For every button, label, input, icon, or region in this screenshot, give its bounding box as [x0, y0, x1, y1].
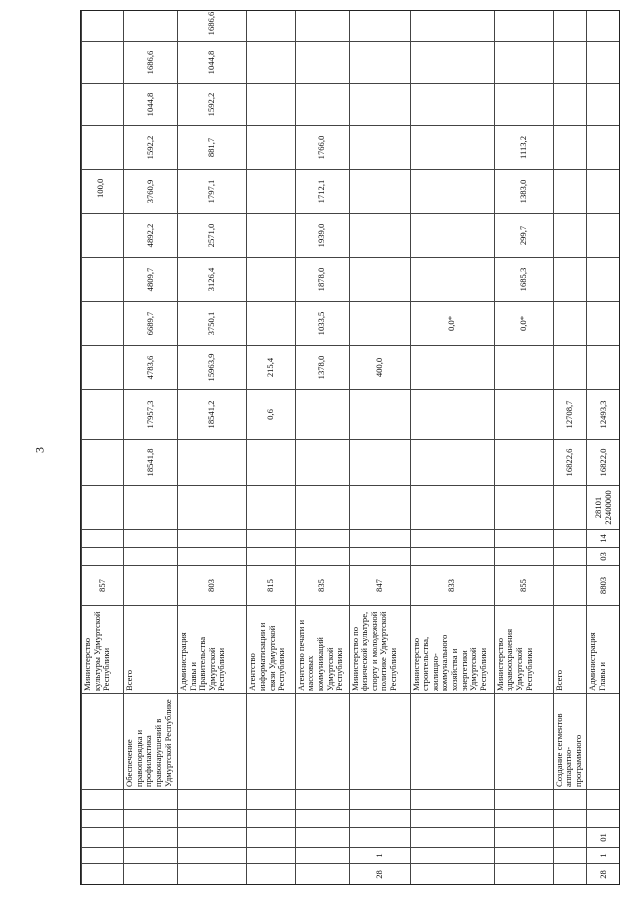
budget-table — [81, 10, 620, 885]
table-cell: Министерство культуры Удмуртской Республики — [82, 606, 124, 694]
table-cell — [553, 864, 587, 886]
table-cell — [295, 848, 349, 864]
table-cell: 0,6 — [247, 390, 295, 440]
table-cell — [82, 42, 124, 84]
table-cell — [295, 42, 349, 84]
table-cell — [553, 346, 587, 390]
table-row — [494, 10, 553, 885]
table-cell: 18541,8 — [124, 440, 178, 486]
table-cell — [124, 848, 178, 864]
table-cell: 16822,0 — [587, 440, 620, 486]
table-cell — [494, 810, 553, 828]
table-cell — [494, 530, 553, 548]
table-cell — [295, 440, 349, 486]
table-cell — [247, 694, 295, 790]
table-cell: 17957,3 — [124, 390, 178, 440]
table-cell: 1378,0 — [295, 346, 349, 390]
table-cell — [410, 828, 494, 848]
table-cell — [587, 346, 620, 390]
table-cell: 1712,1 — [295, 170, 349, 214]
table-cell: 0,0* — [494, 302, 553, 346]
table-cell — [410, 548, 494, 566]
table-cell — [247, 810, 295, 828]
table-cell — [247, 848, 295, 864]
table-cell — [295, 10, 349, 42]
table-cell — [177, 548, 246, 566]
table-cell — [349, 440, 410, 486]
table-cell: 4892,2 — [124, 214, 178, 258]
table-cell — [494, 864, 553, 886]
table-cell: 1044,8 — [177, 42, 246, 84]
table-cell — [410, 42, 494, 84]
table-cell — [124, 790, 178, 810]
table-cell — [553, 530, 587, 548]
table-cell: 1 — [587, 848, 620, 864]
table-cell — [177, 864, 246, 886]
table-cell — [494, 828, 553, 848]
table-cell: 855 — [494, 566, 553, 606]
table-cell — [295, 486, 349, 530]
table-cell: 2571,0 — [177, 214, 246, 258]
table-cell — [553, 790, 587, 810]
table-cell — [553, 566, 587, 606]
table-cell — [410, 810, 494, 828]
table-cell — [349, 486, 410, 530]
table-cell — [553, 828, 587, 848]
table-cell — [410, 530, 494, 548]
table-cell: 12493,3 — [587, 390, 620, 440]
table-cell — [247, 828, 295, 848]
rotated-table-container — [81, 11, 620, 885]
table-cell: 835 — [295, 566, 349, 606]
table-cell — [349, 170, 410, 214]
table-cell: 12708,7 — [553, 390, 587, 440]
table-cell — [82, 440, 124, 486]
table-cell: 16822,6 — [553, 440, 587, 486]
table-cell — [494, 390, 553, 440]
table-cell — [82, 390, 124, 440]
table-cell: 1044,8 — [124, 84, 178, 126]
table-cell — [349, 548, 410, 566]
table-cell: 0,0* — [410, 302, 494, 346]
table-cell — [82, 694, 124, 790]
table-cell — [349, 126, 410, 170]
table-cell — [247, 126, 295, 170]
table-cell — [295, 828, 349, 848]
table-cell — [494, 440, 553, 486]
table-row — [82, 10, 124, 885]
table-cell — [587, 694, 620, 790]
table-cell — [349, 258, 410, 302]
table-cell: 15963,9 — [177, 346, 246, 390]
table-cell: 833 — [410, 566, 494, 606]
table-cell: Агентство информатизации и связи Удмуртской Республики — [247, 606, 295, 694]
table-cell — [410, 390, 494, 440]
table-cell — [177, 530, 246, 548]
table-cell — [82, 214, 124, 258]
table-cell: 4783,6 — [124, 346, 178, 390]
table-cell — [82, 530, 124, 548]
table-cell — [82, 848, 124, 864]
table-cell — [82, 302, 124, 346]
table-cell: 1878,0 — [295, 258, 349, 302]
table-cell: 3760,9 — [124, 170, 178, 214]
table-cell — [247, 486, 295, 530]
table-row — [247, 10, 295, 885]
table-cell — [82, 828, 124, 848]
table-cell — [82, 486, 124, 530]
table-cell: 299,7 — [494, 214, 553, 258]
table-cell — [494, 42, 553, 84]
table-cell — [587, 42, 620, 84]
table-cell — [124, 864, 178, 886]
table-cell — [82, 126, 124, 170]
table-cell — [247, 302, 295, 346]
table-cell: 215,4 — [247, 346, 295, 390]
table-cell — [410, 10, 494, 42]
table-cell — [494, 694, 553, 790]
table-cell: 1113,2 — [494, 126, 553, 170]
table-cell — [410, 214, 494, 258]
table-cell — [295, 390, 349, 440]
table-body — [82, 10, 621, 885]
table-cell: 1685,3 — [494, 258, 553, 302]
table-cell — [494, 848, 553, 864]
table-cell — [349, 790, 410, 810]
table-cell: 1383,0 — [494, 170, 553, 214]
extra-value-label: 100,0 — [95, 178, 105, 198]
table-cell — [410, 790, 494, 810]
table-cell: Министерство строительства, жилищно-коммунального хозяйства и энергетики Удмуртской Республики — [410, 606, 494, 694]
table-cell: 1939,0 — [295, 214, 349, 258]
table-cell: Создание сегментов аппаратно-программного — [553, 694, 587, 790]
table-cell: 1 — [349, 848, 410, 864]
page-number: 3 — [32, 447, 47, 453]
table-cell — [410, 258, 494, 302]
table-row — [177, 10, 246, 885]
table-cell — [410, 346, 494, 390]
table-row — [295, 10, 349, 885]
table-cell — [410, 864, 494, 886]
table-cell: Обеспечение правопорядка и профилактика правонарушений в Удмуртской Республике — [124, 694, 178, 790]
table-cell: Администрация Главы и — [587, 606, 620, 694]
table-cell — [177, 828, 246, 848]
table-cell — [177, 790, 246, 810]
table-cell — [177, 694, 246, 790]
table-cell — [494, 486, 553, 530]
table-cell — [82, 10, 124, 42]
table-cell: 3750,1 — [177, 302, 246, 346]
table-cell — [177, 810, 246, 828]
table-cell — [247, 258, 295, 302]
table-cell: 1797,1 — [177, 170, 246, 214]
table-cell — [247, 530, 295, 548]
table-cell — [177, 440, 246, 486]
table-cell — [295, 548, 349, 566]
table-cell — [553, 810, 587, 828]
table-cell — [553, 486, 587, 530]
table-cell: 01 — [587, 828, 620, 848]
table-cell: Всего — [553, 606, 587, 694]
table-cell — [587, 258, 620, 302]
table-cell — [349, 810, 410, 828]
table-cell: 03 — [587, 548, 620, 566]
table-cell — [553, 258, 587, 302]
table-cell — [124, 810, 178, 828]
table-cell — [349, 390, 410, 440]
table-cell — [553, 302, 587, 346]
table-cell — [494, 84, 553, 126]
table-cell — [587, 10, 620, 42]
table-cell — [82, 548, 124, 566]
table-cell — [295, 694, 349, 790]
table-cell: 881,7 — [177, 126, 246, 170]
table-cell: 1686,6 — [124, 42, 178, 84]
table-cell — [410, 440, 494, 486]
table-cell — [553, 42, 587, 84]
table-row — [587, 10, 620, 885]
table-cell — [349, 828, 410, 848]
table-cell — [494, 10, 553, 42]
table-cell — [349, 42, 410, 84]
table-cell: 6689,7 — [124, 302, 178, 346]
table-cell — [247, 10, 295, 42]
table-cell — [124, 10, 178, 42]
table-cell — [553, 10, 587, 42]
table-cell — [349, 10, 410, 42]
table-cell — [349, 530, 410, 548]
table-cell: 815 — [247, 566, 295, 606]
table-cell — [587, 126, 620, 170]
table-cell: Министерство здравоохранения Удмуртской Республики — [494, 606, 553, 694]
table-cell — [587, 790, 620, 810]
table-cell — [553, 170, 587, 214]
table-cell — [247, 84, 295, 126]
table-cell: 400,0 — [349, 346, 410, 390]
table-cell — [82, 864, 124, 886]
table-cell — [82, 258, 124, 302]
table-cell — [177, 848, 246, 864]
table-cell — [124, 486, 178, 530]
table-cell: 1592,2 — [124, 126, 178, 170]
table-cell — [410, 126, 494, 170]
table-row — [410, 10, 494, 885]
table-cell: 1592,2 — [177, 84, 246, 126]
table-cell — [349, 84, 410, 126]
table-cell — [349, 694, 410, 790]
table-cell — [494, 790, 553, 810]
table-cell — [295, 84, 349, 126]
table-cell: Министерство по физической культуре, спорту и молодежной политике Удмуртской Республики — [349, 606, 410, 694]
table-cell — [587, 214, 620, 258]
table-cell — [82, 84, 124, 126]
table-cell: Агентство печати и массовых коммуникаций Удмуртской Республики — [295, 606, 349, 694]
table-cell — [247, 864, 295, 886]
table-cell — [587, 170, 620, 214]
table-cell — [247, 440, 295, 486]
table-cell — [349, 302, 410, 346]
budget-table-frame — [80, 10, 620, 885]
table-cell — [410, 84, 494, 126]
table-cell — [295, 810, 349, 828]
table-cell — [494, 548, 553, 566]
table-cell: 14 — [587, 530, 620, 548]
table-cell — [247, 548, 295, 566]
table-cell: 3126,4 — [177, 258, 246, 302]
table-cell — [410, 694, 494, 790]
table-cell: 8803 — [587, 566, 620, 606]
table-cell — [494, 346, 553, 390]
table-cell — [82, 790, 124, 810]
table-cell — [553, 848, 587, 864]
table-cell — [349, 214, 410, 258]
table-cell: Всего — [124, 606, 178, 694]
table-cell — [177, 486, 246, 530]
table-cell: 847 — [349, 566, 410, 606]
table-cell: 28 — [349, 864, 410, 886]
table-cell: 857 — [82, 566, 124, 606]
table-cell — [553, 214, 587, 258]
table-cell — [410, 170, 494, 214]
table-cell — [124, 566, 178, 606]
table-cell — [247, 214, 295, 258]
table-cell — [124, 548, 178, 566]
table-cell: 4809,7 — [124, 258, 178, 302]
table-cell — [82, 346, 124, 390]
table-cell: 28101 22400000 — [587, 486, 620, 530]
table-cell: Администрация Главы и Правительства Удмуртской Республики — [177, 606, 246, 694]
table-cell — [82, 810, 124, 828]
table-cell — [553, 548, 587, 566]
table-cell: 1686,6 — [177, 10, 246, 42]
table-cell — [124, 530, 178, 548]
table-cell — [553, 126, 587, 170]
table-cell — [295, 864, 349, 886]
table-cell — [295, 530, 349, 548]
table-row — [553, 10, 587, 885]
table-cell — [587, 302, 620, 346]
table-cell — [247, 170, 295, 214]
table-cell — [553, 84, 587, 126]
table-row — [349, 10, 410, 885]
table-cell — [410, 486, 494, 530]
table-cell — [587, 84, 620, 126]
table-cell — [295, 790, 349, 810]
table-cell: 18541,2 — [177, 390, 246, 440]
table-cell: 1766,0 — [295, 126, 349, 170]
table-cell — [410, 848, 494, 864]
table-cell: 1033,5 — [295, 302, 349, 346]
table-cell — [587, 810, 620, 828]
table-cell — [124, 828, 178, 848]
table-cell — [247, 42, 295, 84]
table-cell — [247, 790, 295, 810]
table-row — [124, 10, 178, 885]
table-cell: 28 — [587, 864, 620, 886]
table-cell: 803 — [177, 566, 246, 606]
